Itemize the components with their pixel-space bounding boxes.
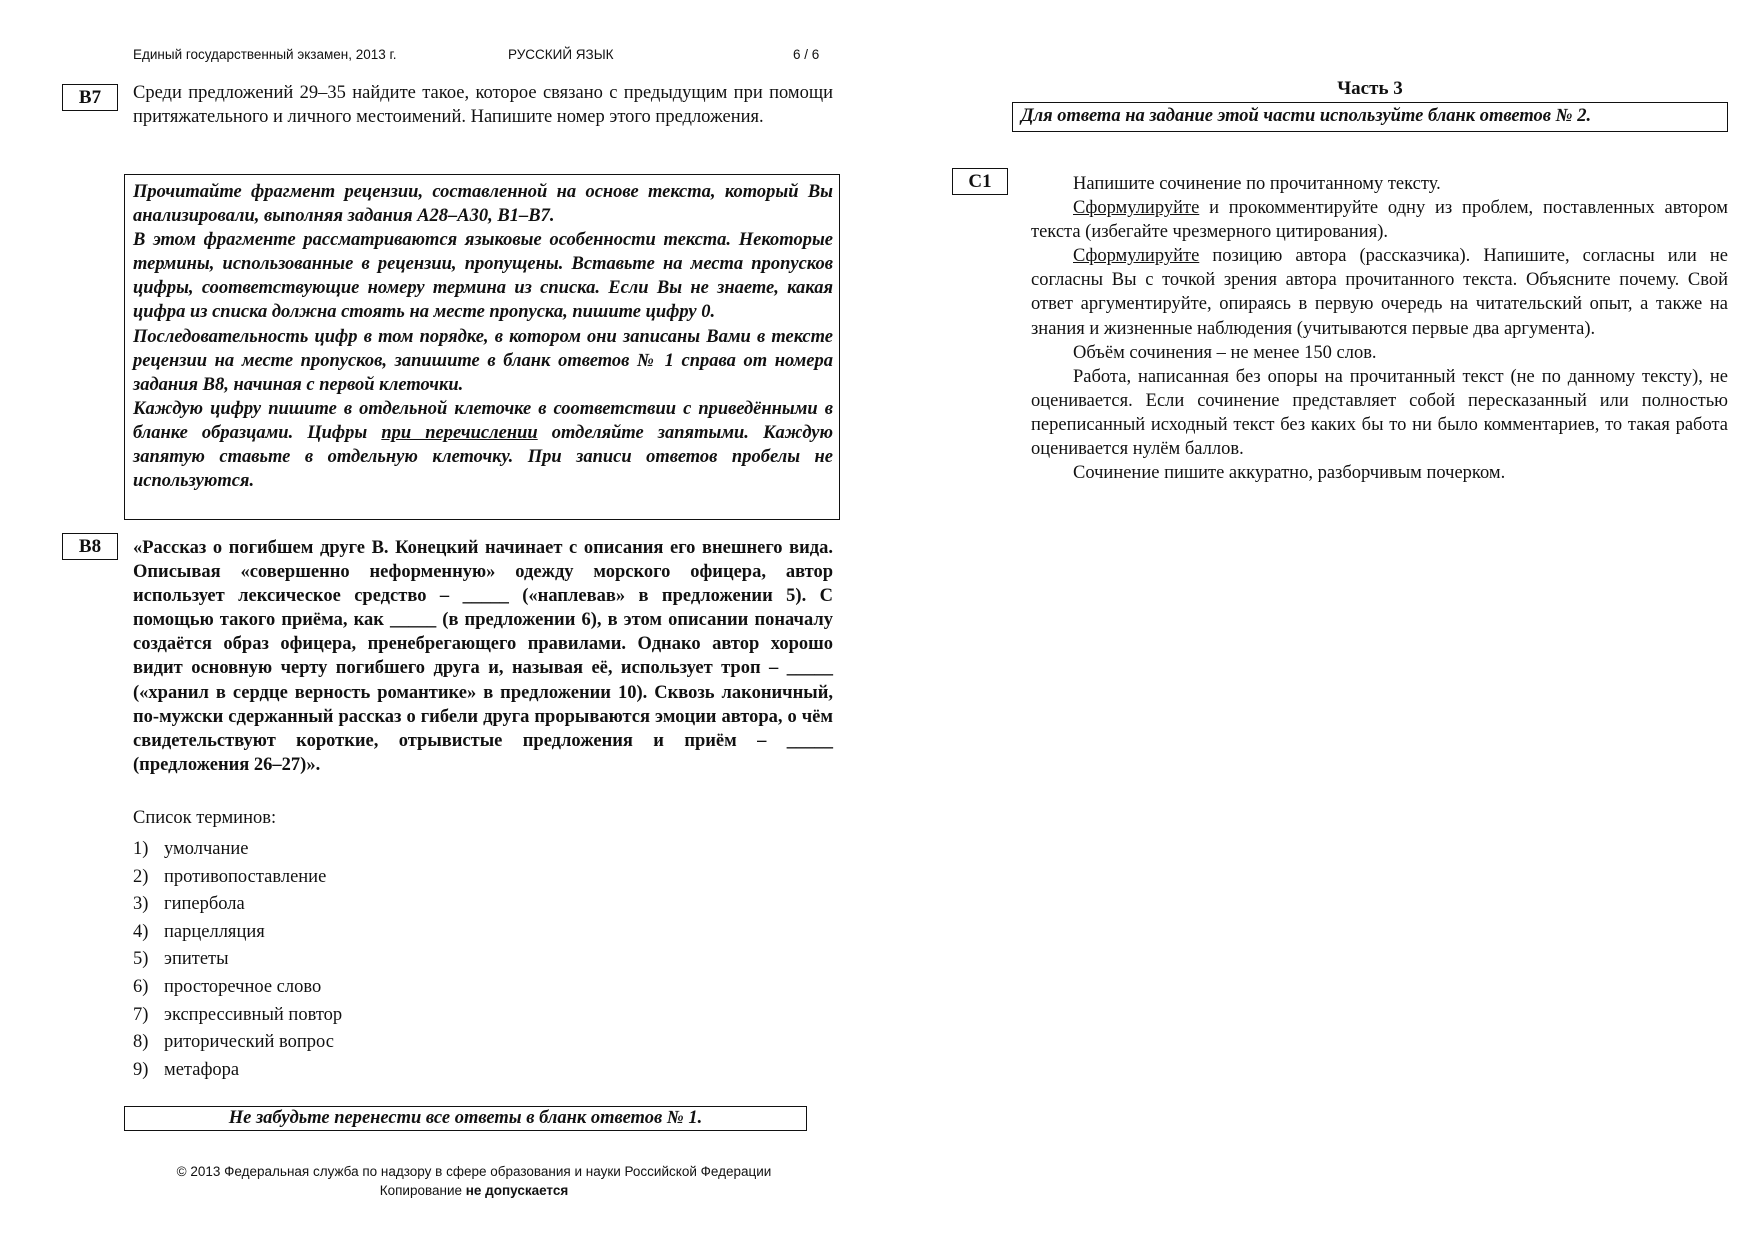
c1-p2 (1031, 196, 1728, 244)
instructions-p2: В этом фрагменте рассматриваются языковые особенности текста. Некоторые термины, использованные в рецензии, пропущены. Вставьте на места пропусков цифры, соответствующие номеру термина из списка. Если Вы не знаете, какая цифра из списка должна стоять на месте пропуска, пишите цифру 0. (133, 230, 833, 323)
task-b7-label: B7 (62, 84, 118, 111)
part3-title: Часть 3 (1337, 78, 1403, 99)
copying-line (124, 1181, 824, 1200)
term-item (133, 919, 342, 947)
term-number: 9) (133, 1059, 149, 1080)
task-c1-text (1031, 172, 1728, 485)
c1-p3-rest: позицию автора (рассказчика). Напишите, согласны или не согласны Вы с точкой зрения автора прочитанного текста. Объясните почему. Свой ответ аргументируйте, опираясь в первую очередь на читательский опыт, а также на знания и жизненные наблюдения (учитываются первые два аргумента). (1031, 246, 1728, 339)
instructions-p4-end: отделяйте запятыми. Каждую запятую ставьте в отдельную клеточку. При записи ответов пробелы не используются. (133, 422, 834, 492)
review-fragment-text: «Рассказ о погибшем друге В. Конецкий начинает с описания его внешнего вида. Описывая «совершенно неформенную» одежду морского офицера, автор использует лексическое средство – _____ («наплевав» в предложении 5). С помощью такого приёма, как _____ (в предложении 6), в этом описании поначалу создаётся образ офицера, пренебрегающего правилами. Однако автор хорошо видит основную черту погибшего друга и, называя её, использует троп – _____ («хранил в сердце верность романтике» в предложении 10). Сквозь лаконичный, по-мужски сдержанный рассказ о гибели друга прорываются эмоции автора, о чём свидетельствуют короткие, отрывистые предложения и приём – _____ (предложения 26–27)». (133, 538, 833, 775)
c1-p2-rest: и прокомментируйте одну из проблем, поставленных автором текста (избегайте чрезмерного цитирования). (1031, 198, 1728, 243)
reminder-box: Не забудьте перенести все ответы в бланк ответов № 1. (124, 1106, 807, 1131)
term-text: экспрессивный повтор (164, 1004, 343, 1025)
term-text: просторечное слово (164, 976, 322, 997)
term-text: метафора (164, 1059, 240, 1080)
instructions-p4-start: Каждую цифру пишите в отдельной клеточке в соответствии с приведёнными в бланке образцами. Цифры (133, 398, 833, 443)
instructions-p4-underlined: при перечислении (381, 422, 538, 443)
instructions-p4 (133, 397, 833, 493)
c1-p3 (1031, 244, 1728, 340)
term-number: 6) (133, 976, 149, 997)
term-number: 3) (133, 894, 149, 915)
term-item (133, 946, 342, 974)
copying-prefix: Копирование (379, 1183, 466, 1198)
c1-p4: Объём сочинения – не менее 150 слов. (1073, 342, 1377, 363)
terms-list (133, 836, 342, 1084)
c1-p5: Работа, написанная без опоры на прочитанный текст (не по данному тексту), не оценивается. Если сочинение представляет собой пересказанный или полностью переписанный исходный текст без каких бы то ни было комментариев, то такая работа оценивается нулём баллов. (1031, 366, 1728, 460)
instructions-p1: Прочитайте фрагмент рецензии, составленной на основе текста, который Вы анализировали, выполняя задания А28–А30, В1–В7. (133, 182, 833, 227)
instructions-text (133, 180, 833, 493)
term-number: 5) (133, 949, 149, 970)
term-item (133, 836, 342, 864)
term-text: эпитеты (164, 949, 229, 970)
c1-p6: Сочинение пишите аккуратно, разборчивым почерком. (1073, 463, 1506, 484)
term-item (133, 1029, 342, 1057)
term-number: 4) (133, 921, 149, 942)
term-text: риторический вопрос (164, 1032, 334, 1053)
term-item (133, 1057, 342, 1085)
task-b7-text: Среди предложений 29–35 найдите такое, которое связано с предыдущим при помощи притяжательного и личного местоимений. Напишите номер этого предложения. (133, 83, 833, 127)
term-number: 8) (133, 1032, 149, 1053)
copying-forbidden: не допускается (465, 1183, 569, 1198)
term-text: парцелляция (164, 921, 265, 942)
copyright-footer (124, 1162, 824, 1200)
subject-header: РУССКИЙ ЯЗЫК (508, 47, 614, 62)
term-text: гипербола (164, 894, 245, 915)
term-item (133, 974, 342, 1002)
copyright-line: © 2013 Федеральная служба по надзору в сфере образования и науки Российской Федерации (176, 1164, 772, 1179)
term-item (133, 891, 342, 919)
task-c1-label: C1 (952, 168, 1008, 195)
term-text: умолчание (164, 839, 249, 859)
terms-list-title: Список терминов: (133, 808, 277, 828)
term-item (133, 864, 342, 892)
exam-header: Единый государственный экзамен, 2013 г. (133, 47, 397, 62)
term-number: 2) (133, 866, 149, 887)
task-b8-label: B8 (62, 533, 118, 560)
instructions-p3: Последовательность цифр в том порядке, в котором они записаны Вами в тексте рецензии на месте пропусков, запишите в бланк ответов № 1 справа от номера задания В8, начиная с первой клеточки. (133, 326, 833, 395)
c1-p1: Напишите сочинение по прочитанному тексту. (1073, 174, 1441, 194)
term-number: 7) (133, 1004, 149, 1025)
c1-p2-keyword: Сформулируйте (1073, 198, 1200, 219)
term-item (133, 1002, 342, 1030)
term-text: противопоставление (164, 866, 327, 887)
part3-note: Для ответа на задание этой части используйте бланк ответов № 2. (1012, 102, 1728, 132)
term-number: 1) (133, 839, 149, 859)
c1-p3-keyword: Сформулируйте (1073, 246, 1200, 267)
page-number: 6 / 6 (793, 47, 820, 62)
